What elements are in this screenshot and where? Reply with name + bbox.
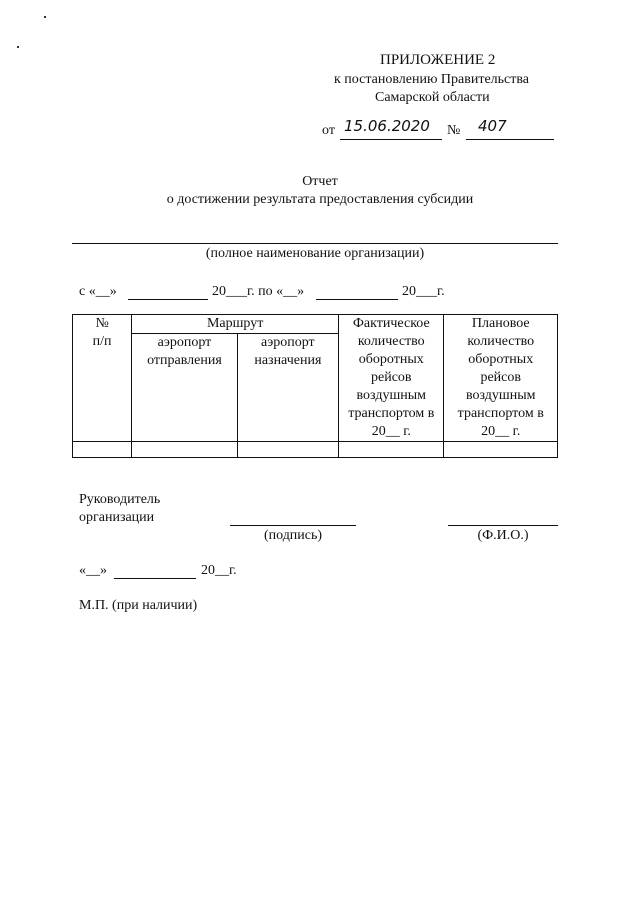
table-cell: [339, 442, 444, 458]
header-departure: [132, 334, 237, 442]
header-planned-line: Плановое: [471, 316, 530, 331]
header-actual-line: оборотных: [358, 352, 424, 367]
signer-role-line-2: организации: [79, 510, 155, 525]
header-route-label: Маршрут: [206, 316, 264, 331]
header-planned-line: оборотных: [468, 352, 534, 367]
sign-date-line: [114, 578, 196, 579]
header-number-line: №: [95, 316, 109, 331]
appendix-line-2: Самарской области: [375, 90, 490, 105]
appendix-line-1: к постановлению Правительства: [334, 72, 530, 87]
header-arrival-line: назначения: [254, 353, 322, 369]
name-line: [448, 525, 558, 526]
organization-caption: (полное наименование организации): [205, 246, 425, 261]
name-caption: (Ф.И.О.): [477, 528, 529, 543]
header-arrival: [237, 334, 338, 442]
period-from-label: с «__»: [79, 284, 117, 299]
header-actual-line: рейсов: [371, 370, 412, 385]
table-cell: [132, 442, 237, 458]
header-planned-line: количество: [467, 334, 535, 349]
table-row: [73, 442, 558, 458]
report-table: [72, 314, 558, 458]
signature-caption: (подпись): [263, 528, 323, 543]
header-departure-line: аэропорт: [157, 335, 212, 351]
date-prefix: от: [322, 123, 335, 138]
header-departure-line: отправления: [147, 353, 222, 369]
header-planned-line: воздушным: [466, 388, 536, 403]
period-to-year: 20___г.: [402, 284, 445, 299]
stamp-place-label: М.П. (при наличии): [79, 598, 198, 613]
table-cell: [237, 442, 338, 458]
table-cell: [444, 442, 558, 458]
header-number-line: п/п: [92, 334, 112, 349]
header-planned-line: рейсов: [480, 370, 521, 385]
organization-name-line: [72, 243, 558, 244]
header-planned: [444, 315, 558, 442]
header-planned-line: транспортом в: [457, 406, 544, 421]
header-actual: [339, 315, 444, 442]
report-title: Отчет: [302, 174, 338, 189]
header-actual-line: Фактическое: [352, 316, 430, 331]
signature-line: [230, 525, 356, 526]
header-actual-line: 20__ г.: [371, 424, 411, 439]
header-planned-line: 20__ г.: [481, 424, 521, 439]
header-actual-line: количество: [357, 334, 425, 349]
number-handwritten: 407: [478, 117, 507, 135]
table-cell: [73, 442, 132, 458]
scan-speck: [44, 16, 46, 18]
period-to-date-line: [316, 299, 398, 300]
date-underline: [340, 139, 442, 140]
sign-date-label: «__»: [79, 563, 107, 578]
scan-speck: [17, 46, 19, 48]
header-number: [73, 315, 132, 442]
header-route: [132, 315, 339, 334]
report-subtitle: о достижении результата предоставления субсидии: [166, 192, 474, 207]
table-header-row: [73, 315, 558, 334]
header-actual-line: воздушным: [356, 388, 426, 403]
number-underline: [466, 139, 554, 140]
header-arrival-line: аэропорт: [261, 335, 315, 351]
appendix-title: ПРИЛОЖЕНИЕ 2: [380, 52, 496, 68]
number-prefix: №: [447, 123, 461, 138]
sign-date-year: 20__г.: [201, 563, 237, 578]
date-handwritten: 15.06.2020: [344, 117, 430, 135]
header-actual-line: транспортом в: [348, 406, 435, 421]
signer-role-line-1: Руководитель: [79, 492, 161, 507]
period-from-date-line: [128, 299, 208, 300]
period-to-label: 20___г. по «__»: [212, 284, 305, 299]
